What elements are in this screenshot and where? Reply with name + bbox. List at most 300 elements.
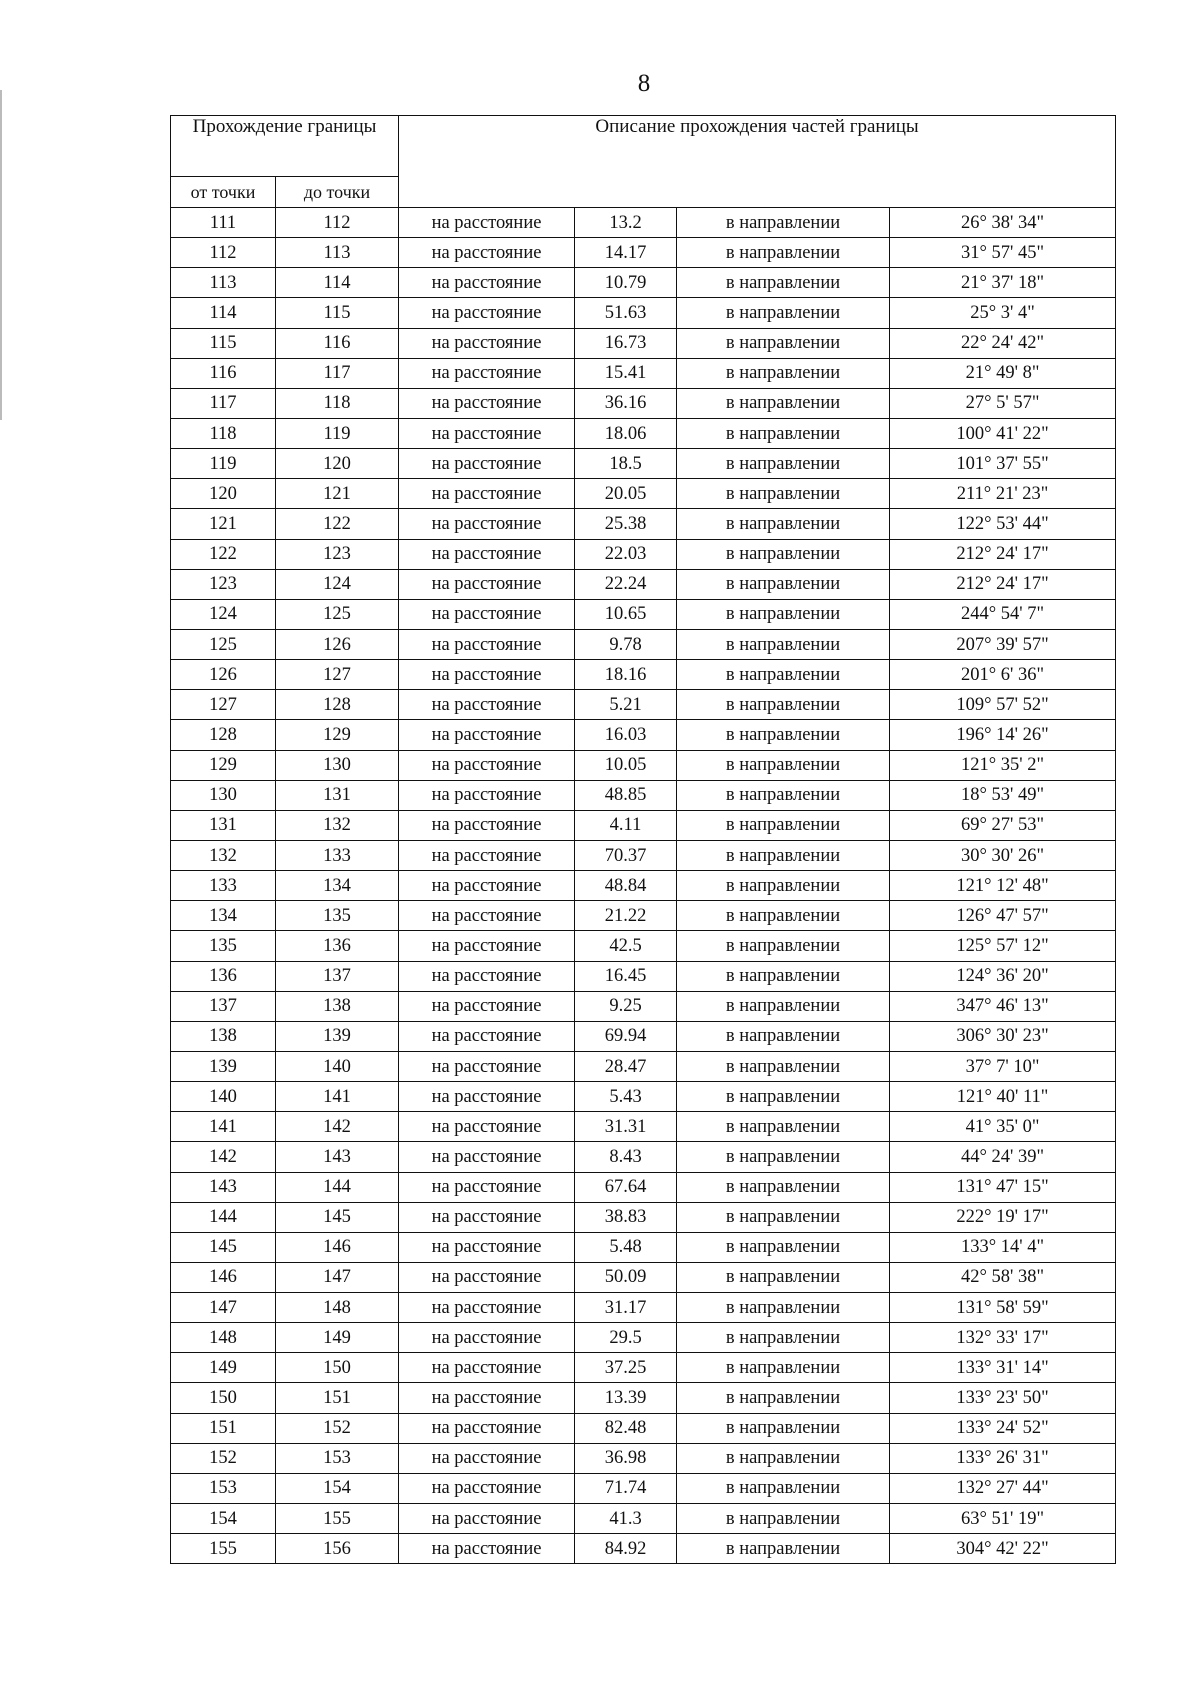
table-row — [171, 388, 1116, 418]
cell-direction-angle: 126° 47' 57" — [890, 901, 1116, 931]
cell-from-point: 133 — [171, 871, 276, 901]
cell-distance-label: на расстояние — [399, 238, 575, 268]
cell-direction-angle: 42° 58' 38" — [890, 1262, 1116, 1292]
cell-direction-angle: 133° 23' 50" — [890, 1383, 1116, 1413]
cell-direction-angle: 133° 24' 52" — [890, 1413, 1116, 1443]
cell-distance-label: на расстояние — [399, 629, 575, 659]
table-row — [171, 780, 1116, 810]
table-row — [171, 1473, 1116, 1503]
cell-from-point: 147 — [171, 1293, 276, 1323]
cell-to-point: 119 — [276, 418, 399, 448]
cell-from-point: 152 — [171, 1443, 276, 1473]
cell-direction-label: в направлении — [677, 539, 890, 569]
cell-from-point: 127 — [171, 690, 276, 720]
cell-direction-label: в направлении — [677, 660, 890, 690]
table-row — [171, 991, 1116, 1021]
table-body — [171, 208, 1116, 1564]
cell-direction-label: в направлении — [677, 509, 890, 539]
cell-direction-angle: 121° 12' 48" — [890, 871, 1116, 901]
cell-to-point: 125 — [276, 599, 399, 629]
cell-distance-value: 10.05 — [575, 750, 677, 780]
cell-from-point: 113 — [171, 268, 276, 298]
cell-distance-label: на расстояние — [399, 298, 575, 328]
table-row — [171, 298, 1116, 328]
cell-direction-label: в направлении — [677, 1534, 890, 1564]
cell-distance-label: на расстояние — [399, 328, 575, 358]
table-row — [171, 1383, 1116, 1413]
cell-direction-angle: 37° 7' 10" — [890, 1051, 1116, 1081]
boundary-table — [170, 115, 1116, 1564]
cell-from-point: 138 — [171, 1021, 276, 1051]
cell-direction-label: в направлении — [677, 961, 890, 991]
cell-direction-label: в направлении — [677, 1473, 890, 1503]
table-row — [171, 479, 1116, 509]
cell-to-point: 145 — [276, 1202, 399, 1232]
table-row — [171, 1202, 1116, 1232]
cell-direction-angle: 222° 19' 17" — [890, 1202, 1116, 1232]
cell-direction-angle: 211° 21' 23" — [890, 479, 1116, 509]
cell-direction-angle: 69° 27' 53" — [890, 810, 1116, 840]
cell-to-point: 146 — [276, 1232, 399, 1262]
cell-distance-label: на расстояние — [399, 449, 575, 479]
cell-direction-label: в направлении — [677, 569, 890, 599]
cell-to-point: 133 — [276, 840, 399, 870]
header-to-point: до точки — [276, 177, 399, 208]
cell-from-point: 143 — [171, 1172, 276, 1202]
cell-direction-label: в направлении — [677, 1112, 890, 1142]
cell-direction-angle: 201° 6' 36" — [890, 660, 1116, 690]
cell-direction-angle: 131° 58' 59" — [890, 1293, 1116, 1323]
cell-from-point: 137 — [171, 991, 276, 1021]
cell-to-point: 132 — [276, 810, 399, 840]
table-row — [171, 1112, 1116, 1142]
cell-direction-label: в направлении — [677, 599, 890, 629]
cell-distance-label: на расстояние — [399, 1323, 575, 1353]
cell-direction-label: в направлении — [677, 1353, 890, 1383]
cell-distance-value: 71.74 — [575, 1473, 677, 1503]
page-number: 8 — [637, 70, 651, 97]
cell-to-point: 117 — [276, 358, 399, 388]
cell-distance-value: 22.24 — [575, 569, 677, 599]
cell-distance-value: 4.11 — [575, 810, 677, 840]
cell-direction-label: в направлении — [677, 1293, 890, 1323]
cell-from-point: 123 — [171, 569, 276, 599]
cell-direction-angle: 133° 14' 4" — [890, 1232, 1116, 1262]
table-row — [171, 1293, 1116, 1323]
table-row — [171, 690, 1116, 720]
cell-from-point: 115 — [171, 328, 276, 358]
cell-distance-value: 48.84 — [575, 871, 677, 901]
cell-distance-label: на расстояние — [399, 840, 575, 870]
cell-direction-label: в направлении — [677, 418, 890, 448]
cell-distance-value: 16.73 — [575, 328, 677, 358]
cell-to-point: 136 — [276, 931, 399, 961]
table-row — [171, 238, 1116, 268]
cell-distance-value: 37.25 — [575, 1353, 677, 1383]
cell-from-point: 121 — [171, 509, 276, 539]
cell-direction-angle: 121° 40' 11" — [890, 1082, 1116, 1112]
cell-to-point: 120 — [276, 449, 399, 479]
cell-distance-value: 67.64 — [575, 1172, 677, 1202]
cell-distance-label: на расстояние — [399, 931, 575, 961]
cell-distance-label: на расстояние — [399, 1202, 575, 1232]
cell-from-point: 120 — [171, 479, 276, 509]
cell-from-point: 151 — [171, 1413, 276, 1443]
cell-distance-label: на расстояние — [399, 1232, 575, 1262]
table-row — [171, 1232, 1116, 1262]
cell-direction-label: в направлении — [677, 901, 890, 931]
table-row — [171, 539, 1116, 569]
cell-direction-angle: 41° 35' 0" — [890, 1112, 1116, 1142]
cell-direction-label: в направлении — [677, 328, 890, 358]
table-row — [171, 961, 1116, 991]
cell-distance-label: на расстояние — [399, 1262, 575, 1292]
cell-distance-value: 14.17 — [575, 238, 677, 268]
cell-distance-value: 5.48 — [575, 1232, 677, 1262]
cell-direction-angle: 212° 24' 17" — [890, 539, 1116, 569]
cell-distance-label: на расстояние — [399, 690, 575, 720]
cell-distance-label: на расстояние — [399, 720, 575, 750]
table-row — [171, 660, 1116, 690]
cell-direction-angle: 304° 42' 22" — [890, 1534, 1116, 1564]
cell-distance-value: 16.03 — [575, 720, 677, 750]
cell-distance-value: 9.25 — [575, 991, 677, 1021]
table-row — [171, 1353, 1116, 1383]
header-from-point: от точки — [171, 177, 276, 208]
cell-to-point: 153 — [276, 1443, 399, 1473]
cell-distance-value: 18.06 — [575, 418, 677, 448]
table-row — [171, 750, 1116, 780]
cell-distance-label: на расстояние — [399, 1473, 575, 1503]
cell-distance-value: 21.22 — [575, 901, 677, 931]
cell-to-point: 151 — [276, 1383, 399, 1413]
cell-distance-label: на расстояние — [399, 660, 575, 690]
cell-to-point: 152 — [276, 1413, 399, 1443]
cell-direction-label: в направлении — [677, 238, 890, 268]
cell-to-point: 126 — [276, 629, 399, 659]
cell-to-point: 123 — [276, 539, 399, 569]
table-row — [171, 208, 1116, 238]
cell-direction-label: в направлении — [677, 1323, 890, 1353]
cell-distance-label: на расстояние — [399, 1504, 575, 1534]
cell-to-point: 135 — [276, 901, 399, 931]
cell-from-point: 141 — [171, 1112, 276, 1142]
cell-distance-label: на расстояние — [399, 1051, 575, 1081]
cell-direction-angle: 124° 36' 20" — [890, 961, 1116, 991]
cell-from-point: 124 — [171, 599, 276, 629]
cell-distance-label: на расстояние — [399, 418, 575, 448]
cell-direction-angle: 31° 57' 45" — [890, 238, 1116, 268]
cell-distance-value: 18.5 — [575, 449, 677, 479]
cell-direction-angle: 26° 38' 34" — [890, 208, 1116, 238]
table-row — [171, 810, 1116, 840]
cell-direction-label: в направлении — [677, 1413, 890, 1443]
table-row — [171, 358, 1116, 388]
cell-direction-angle: 244° 54' 7" — [890, 599, 1116, 629]
cell-direction-label: в направлении — [677, 931, 890, 961]
cell-direction-label: в направлении — [677, 810, 890, 840]
table-row — [171, 931, 1116, 961]
cell-to-point: 139 — [276, 1021, 399, 1051]
cell-from-point: 131 — [171, 810, 276, 840]
cell-to-point: 150 — [276, 1353, 399, 1383]
cell-from-point: 122 — [171, 539, 276, 569]
cell-distance-value: 84.92 — [575, 1534, 677, 1564]
cell-direction-label: в направлении — [677, 871, 890, 901]
cell-to-point: 148 — [276, 1293, 399, 1323]
cell-to-point: 144 — [276, 1172, 399, 1202]
cell-direction-label: в направлении — [677, 780, 890, 810]
cell-distance-value: 5.21 — [575, 690, 677, 720]
cell-distance-label: на расстояние — [399, 1534, 575, 1564]
cell-direction-label: в направлении — [677, 388, 890, 418]
cell-direction-angle: 133° 31' 14" — [890, 1353, 1116, 1383]
cell-to-point: 142 — [276, 1112, 399, 1142]
cell-distance-label: на расстояние — [399, 961, 575, 991]
cell-to-point: 131 — [276, 780, 399, 810]
cell-direction-label: в направлении — [677, 298, 890, 328]
cell-from-point: 154 — [171, 1504, 276, 1534]
table-row — [171, 1534, 1116, 1564]
cell-distance-value: 13.2 — [575, 208, 677, 238]
cell-distance-value: 41.3 — [575, 1504, 677, 1534]
cell-direction-angle: 30° 30' 26" — [890, 840, 1116, 870]
cell-distance-label: на расстояние — [399, 1021, 575, 1051]
cell-to-point: 129 — [276, 720, 399, 750]
cell-to-point: 112 — [276, 208, 399, 238]
table-row — [171, 328, 1116, 358]
scan-margin-mark — [0, 90, 2, 420]
table-row — [171, 569, 1116, 599]
cell-direction-angle: 44° 24' 39" — [890, 1142, 1116, 1172]
cell-direction-label: в направлении — [677, 1021, 890, 1051]
table-row — [171, 1021, 1116, 1051]
table-row — [171, 449, 1116, 479]
cell-direction-label: в направлении — [677, 449, 890, 479]
cell-direction-label: в направлении — [677, 1142, 890, 1172]
cell-from-point: 153 — [171, 1473, 276, 1503]
cell-to-point: 149 — [276, 1323, 399, 1353]
cell-distance-value: 8.43 — [575, 1142, 677, 1172]
cell-distance-value: 70.37 — [575, 840, 677, 870]
cell-to-point: 140 — [276, 1051, 399, 1081]
cell-to-point: 124 — [276, 569, 399, 599]
table-row — [171, 418, 1116, 448]
table-row — [171, 268, 1116, 298]
cell-to-point: 122 — [276, 509, 399, 539]
cell-direction-label: в направлении — [677, 1504, 890, 1534]
cell-direction-label: в направлении — [677, 1262, 890, 1292]
cell-to-point: 114 — [276, 268, 399, 298]
cell-direction-label: в направлении — [677, 268, 890, 298]
cell-direction-angle: 196° 14' 26" — [890, 720, 1116, 750]
cell-from-point: 112 — [171, 238, 276, 268]
cell-direction-angle: 27° 5' 57" — [890, 388, 1116, 418]
cell-distance-label: на расстояние — [399, 1142, 575, 1172]
cell-direction-angle: 347° 46' 13" — [890, 991, 1116, 1021]
cell-distance-label: на расстояние — [399, 1443, 575, 1473]
cell-distance-value: 20.05 — [575, 479, 677, 509]
cell-to-point: 154 — [276, 1473, 399, 1503]
cell-from-point: 126 — [171, 660, 276, 690]
table-header-row — [171, 116, 1116, 177]
cell-distance-value: 36.98 — [575, 1443, 677, 1473]
cell-direction-angle: 212° 24' 17" — [890, 569, 1116, 599]
cell-direction-angle: 121° 35' 2" — [890, 750, 1116, 780]
cell-direction-angle: 25° 3' 4" — [890, 298, 1116, 328]
cell-direction-angle: 132° 33' 17" — [890, 1323, 1116, 1353]
cell-from-point: 111 — [171, 208, 276, 238]
cell-direction-angle: 21° 37' 18" — [890, 268, 1116, 298]
cell-direction-label: в направлении — [677, 1232, 890, 1262]
cell-to-point: 118 — [276, 388, 399, 418]
table-row — [171, 629, 1116, 659]
cell-direction-angle: 22° 24' 42" — [890, 328, 1116, 358]
table-row — [171, 509, 1116, 539]
cell-distance-label: на расстояние — [399, 539, 575, 569]
cell-distance-value: 50.09 — [575, 1262, 677, 1292]
cell-to-point: 134 — [276, 871, 399, 901]
cell-from-point: 149 — [171, 1353, 276, 1383]
cell-distance-value: 9.78 — [575, 629, 677, 659]
cell-distance-value: 42.5 — [575, 931, 677, 961]
cell-to-point: 137 — [276, 961, 399, 991]
cell-direction-label: в направлении — [677, 479, 890, 509]
cell-distance-label: на расстояние — [399, 1383, 575, 1413]
cell-to-point: 143 — [276, 1142, 399, 1172]
header-passage: Прохождение границы — [171, 116, 399, 177]
cell-distance-label: на расстояние — [399, 1293, 575, 1323]
cell-from-point: 114 — [171, 298, 276, 328]
cell-distance-value: 69.94 — [575, 1021, 677, 1051]
cell-distance-value: 29.5 — [575, 1323, 677, 1353]
cell-distance-label: на расстояние — [399, 599, 575, 629]
cell-distance-label: на расстояние — [399, 871, 575, 901]
cell-direction-label: в направлении — [677, 991, 890, 1021]
cell-direction-angle: 133° 26' 31" — [890, 1443, 1116, 1473]
cell-from-point: 146 — [171, 1262, 276, 1292]
cell-direction-label: в направлении — [677, 1443, 890, 1473]
cell-distance-label: на расстояние — [399, 358, 575, 388]
cell-direction-label: в направлении — [677, 1202, 890, 1232]
cell-distance-value: 22.03 — [575, 539, 677, 569]
cell-to-point: 155 — [276, 1504, 399, 1534]
table-row — [171, 1443, 1116, 1473]
header-description: Описание прохождения частей границы — [399, 116, 1116, 208]
cell-distance-label: на расстояние — [399, 1112, 575, 1142]
cell-from-point: 132 — [171, 840, 276, 870]
cell-direction-angle: 109° 57' 52" — [890, 690, 1116, 720]
cell-distance-value: 18.16 — [575, 660, 677, 690]
cell-from-point: 145 — [171, 1232, 276, 1262]
table-row — [171, 1082, 1116, 1112]
cell-distance-value: 31.17 — [575, 1293, 677, 1323]
cell-to-point: 138 — [276, 991, 399, 1021]
cell-direction-angle: 101° 37' 55" — [890, 449, 1116, 479]
cell-from-point: 116 — [171, 358, 276, 388]
cell-distance-label: на расстояние — [399, 1082, 575, 1112]
cell-distance-label: на расстояние — [399, 991, 575, 1021]
cell-direction-label: в направлении — [677, 1082, 890, 1112]
cell-distance-value: 16.45 — [575, 961, 677, 991]
cell-distance-value: 5.43 — [575, 1082, 677, 1112]
cell-from-point: 144 — [171, 1202, 276, 1232]
cell-to-point: 116 — [276, 328, 399, 358]
cell-from-point: 128 — [171, 720, 276, 750]
cell-from-point: 140 — [171, 1082, 276, 1112]
cell-direction-label: в направлении — [677, 690, 890, 720]
cell-direction-angle: 100° 41' 22" — [890, 418, 1116, 448]
cell-direction-label: в направлении — [677, 358, 890, 388]
cell-distance-value: 28.47 — [575, 1051, 677, 1081]
table-row — [171, 871, 1116, 901]
cell-distance-label: на расстояние — [399, 780, 575, 810]
cell-distance-value: 48.85 — [575, 780, 677, 810]
table-row — [171, 1142, 1116, 1172]
cell-from-point: 150 — [171, 1383, 276, 1413]
cell-to-point: 156 — [276, 1534, 399, 1564]
cell-distance-label: на расстояние — [399, 268, 575, 298]
cell-distance-value: 25.38 — [575, 509, 677, 539]
cell-distance-value: 82.48 — [575, 1413, 677, 1443]
table-row — [171, 840, 1116, 870]
cell-to-point: 113 — [276, 238, 399, 268]
cell-distance-value: 38.83 — [575, 1202, 677, 1232]
cell-direction-label: в направлении — [677, 1051, 890, 1081]
cell-distance-label: на расстояние — [399, 388, 575, 418]
cell-from-point: 148 — [171, 1323, 276, 1353]
cell-from-point: 155 — [171, 1534, 276, 1564]
cell-distance-value: 51.63 — [575, 298, 677, 328]
cell-direction-angle: 207° 39' 57" — [890, 629, 1116, 659]
table-row — [171, 720, 1116, 750]
cell-direction-angle: 306° 30' 23" — [890, 1021, 1116, 1051]
cell-direction-label: в направлении — [677, 1172, 890, 1202]
table-row — [171, 1504, 1116, 1534]
cell-direction-angle: 131° 47' 15" — [890, 1172, 1116, 1202]
table-row — [171, 901, 1116, 931]
cell-distance-label: на расстояние — [399, 810, 575, 840]
cell-distance-value: 36.16 — [575, 388, 677, 418]
table-row — [171, 1262, 1116, 1292]
cell-distance-label: на расстояние — [399, 509, 575, 539]
cell-direction-label: в направлении — [677, 1383, 890, 1413]
cell-from-point: 136 — [171, 961, 276, 991]
cell-direction-angle: 63° 51' 19" — [890, 1504, 1116, 1534]
table-row — [171, 599, 1116, 629]
cell-direction-label: в направлении — [677, 629, 890, 659]
cell-distance-value: 13.39 — [575, 1383, 677, 1413]
cell-to-point: 147 — [276, 1262, 399, 1292]
cell-distance-label: на расстояние — [399, 479, 575, 509]
cell-from-point: 139 — [171, 1051, 276, 1081]
cell-distance-label: на расстояние — [399, 208, 575, 238]
cell-to-point: 128 — [276, 690, 399, 720]
cell-to-point: 121 — [276, 479, 399, 509]
cell-distance-label: на расстояние — [399, 1413, 575, 1443]
cell-from-point: 125 — [171, 629, 276, 659]
cell-to-point: 141 — [276, 1082, 399, 1112]
cell-from-point: 119 — [171, 449, 276, 479]
cell-from-point: 142 — [171, 1142, 276, 1172]
cell-distance-label: на расстояние — [399, 750, 575, 780]
table-row — [171, 1323, 1116, 1353]
cell-from-point: 135 — [171, 931, 276, 961]
table-row — [171, 1051, 1116, 1081]
cell-distance-value: 10.65 — [575, 599, 677, 629]
cell-direction-angle: 18° 53' 49" — [890, 780, 1116, 810]
cell-from-point: 129 — [171, 750, 276, 780]
